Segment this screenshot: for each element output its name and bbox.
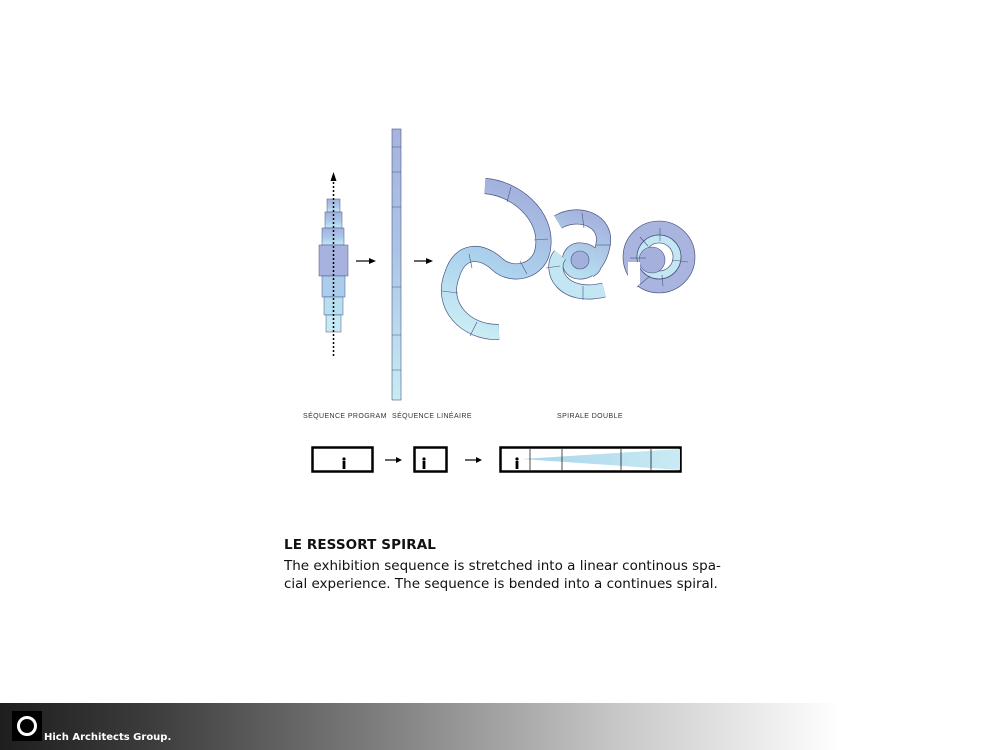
sequence-linear-bar [392,129,401,400]
section-body: The exhibition sequence is stretched into a linear continous spa-cial experience. The sequence is bended into a continues spiral. [284,558,721,592]
section-box-spiral [501,448,681,472]
spiral-double [628,228,688,287]
footer-bar [0,703,1000,750]
section-box-linear [415,448,447,472]
arrow-right-icon [414,258,433,264]
spiral-wound [546,213,611,300]
section-box-program [313,448,373,472]
company-name: Hich Architects Group. [44,732,172,743]
ring-logo-icon [12,711,42,741]
label-sequence-program: SÉQUENCE PROGRAM [303,413,387,420]
description-block [284,537,744,593]
spiral-stretched [442,186,548,336]
label-sequence-lineaire: SÉQUENCE LINÉAIRE [392,413,472,420]
arrow-right-icon [385,457,402,463]
person-icon [515,457,518,469]
label-spirale-double: SPIRALE DOUBLE [557,413,623,420]
person-icon [422,457,425,469]
person-icon [342,457,345,469]
arrow-right-icon [465,457,482,463]
arrow-right-icon [356,258,376,264]
sequence-program-stack [319,172,348,356]
section-heading: LE RESSORT SPIRAL [284,537,436,553]
